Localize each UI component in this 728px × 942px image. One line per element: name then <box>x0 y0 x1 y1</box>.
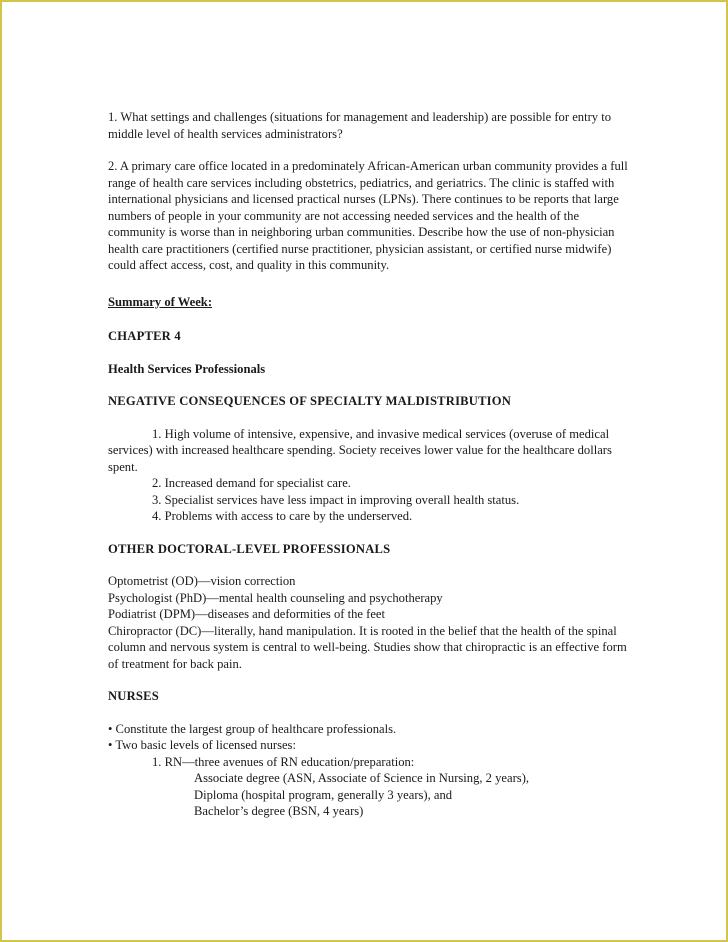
maldistribution-item-3: 3. Specialist services have less impact in improving overall health status. <box>152 492 520 507</box>
section-heading-nurses: NURSES <box>108 689 159 703</box>
doctoral-line-psychologist: Psychologist (PhD)—mental health counseling and psychotherapy <box>108 590 443 605</box>
section-heading-maldistribution: NEGATIVE CONSEQUENCES OF SPECIALTY MALDISTRIBUTION <box>108 394 512 408</box>
doctoral-line-podiatrist: Podiatrist (DPM)—diseases and deformities of the feet <box>108 607 386 621</box>
document-body <box>108 109 628 820</box>
nurses-bullet-1: • Constitute the largest group of healthcare professionals. <box>108 721 397 736</box>
doctoral-line-optometrist: Optometrist (OD)—vision correction <box>108 574 296 588</box>
question-2: 2. A primary care office located in a predominately African-American urban community provides a full range of health care services including obstetrics, pediatrics, and geriatrics. The clinic is staffed with international physicians and licensed practical nurses (LPNs). There continues to be reports that large numbers of people in your community are not accessing needed services and the health of the community is worse than in neighboring urban communities. Describe how the use of non-physician health care practitioners (certified nurse practitioner, physician assistant, or certified nurse midwife) could affect access, cost, and quality in this community. <box>108 159 628 272</box>
doctoral-line-chiropractor: Chiropractor (DC)—literally, hand manipulation. It is rooted in the belief that the health of the spinal column and nervous system is central to well-being. Studies show that chiropractic is an effective form of treatment for back pain. <box>108 623 627 671</box>
document-page <box>2 2 726 940</box>
summary-heading: Summary of Week: <box>108 294 213 309</box>
maldistribution-item-4: 4. Problems with access to care by the underserved. <box>152 509 413 523</box>
nurses-rn-option-1: Associate degree (ASN, Associate of Science in Nursing, 2 years), <box>194 771 530 785</box>
nurses-rn-option-3: Bachelor’s degree (BSN, 4 years) <box>194 804 364 818</box>
maldistribution-item-1: 1. High volume of intensive, expensive, and invasive medical services (overuse of medical services) with increased healthcare spending. Society receives lower value for the healthcare dollars spent. <box>108 426 612 474</box>
chapter-heading: CHAPTER 4 <box>108 329 181 343</box>
maldistribution-item-2: 2. Increased demand for specialist care. <box>152 476 351 490</box>
nurses-rn-option-2: Diploma (hospital program, generally 3 years), and <box>194 787 453 802</box>
nurses-rn-item: 1. RN—three avenues of RN education/preparation: <box>152 754 415 769</box>
question-1: 1. What settings and challenges (situations for management and leadership) are possible for entry to middle level of health services administrators? <box>108 110 612 141</box>
nurses-bullet-2: • Two basic levels of licensed nurses: <box>108 738 296 752</box>
section-heading-doctoral: OTHER DOCTORAL-LEVEL PROFESSIONALS <box>108 541 391 556</box>
chapter-title: Health Services Professionals <box>108 361 266 376</box>
